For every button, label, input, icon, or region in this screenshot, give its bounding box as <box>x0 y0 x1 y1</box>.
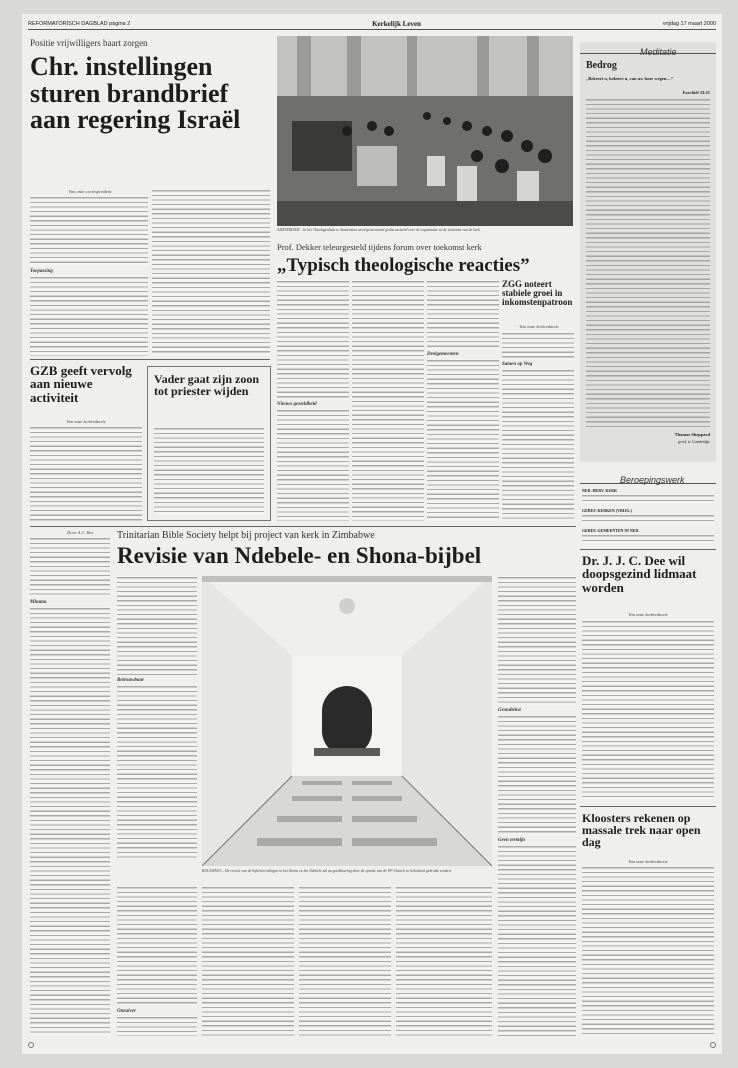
theology-kicker: Prof. Dekker teleurgesteld tijdens forum over toekomst kerk <box>277 242 482 252</box>
divider <box>30 359 270 360</box>
gzb-byline: Van onze kerkredactie <box>66 419 106 424</box>
beroep-text-1 <box>582 494 714 504</box>
bible-column-4 <box>299 886 391 1036</box>
theology-column-3 <box>427 280 499 350</box>
church-photo-caption: BULAWAYO – De revisie van de bijbelvertalingen in het Shona en het Ndebele zal na goedkeuring door de synode van de FP-Church in Schotland gebruikt worden. <box>202 869 452 873</box>
beroep-item-3: GEREF. GEMEENTEN IN NED. <box>582 528 640 533</box>
bible-column-6 <box>498 576 576 706</box>
beroepingswerk-title: Beroepingswerk <box>620 475 685 485</box>
registration-mark <box>710 1042 716 1048</box>
dee-headline: Dr. J. J. C. Dee wil doopsgezind lidmaat worden <box>582 553 697 595</box>
dee-text <box>582 620 714 800</box>
bible-lead <box>30 537 110 597</box>
bible-subhead-2: Betrouwbaar <box>117 678 144 683</box>
bible-kicker: Trinitarian Bible Society helpt bij project van kerk in Zimbabwe <box>117 530 375 541</box>
lead-photo-caption: AMSTERDAM – In het Theologenhuis te Amsterdam werd gisteravond gediscussieerd over de organisatie en de toekomst van de kerk. <box>277 228 481 232</box>
meditatie-sidebar <box>580 42 716 462</box>
bible-subhead-1: Mhuma <box>30 600 47 605</box>
gzb-text <box>30 426 142 521</box>
bible-headline: Revisie van Ndebele- en Shona-bijbel <box>117 543 482 568</box>
lead-column-1 <box>30 196 148 266</box>
bible-column-2c <box>117 886 197 1006</box>
vader-text <box>154 427 264 515</box>
bible-subhead-3: Grondtekst <box>498 708 521 713</box>
lead-column-2 <box>152 189 270 356</box>
vader-box <box>147 366 271 521</box>
header-left: REFORMATORISCH DAGBLAD pagina 2 <box>28 20 131 27</box>
zgg-byline: Van onze kerkredactie <box>502 324 576 329</box>
dee-byline: Van onze kerkredactie <box>628 612 668 617</box>
bible-column-2 <box>117 576 197 676</box>
meditatie-author-note: geref. te Cambridge <box>678 439 710 444</box>
bible-column-2b <box>117 685 197 859</box>
kloosters-text <box>582 866 714 1036</box>
theology-subhead-1: Nieuws gesteldheid <box>277 402 317 407</box>
theology-column-1b <box>277 409 349 521</box>
meditatie-ref: Ezechiël 33:11 <box>682 90 710 95</box>
meditatie-quote: „Bekeert u, bekeert u, van uw boze wegen…” <box>586 76 674 81</box>
divider <box>580 806 716 807</box>
theology-column-4 <box>502 332 574 360</box>
theology-column-1 <box>277 280 349 400</box>
beroep-item-1: NED. HERV. KERK <box>582 488 618 493</box>
meditatie-text <box>586 98 710 428</box>
header-section: Kerkelijk Leven <box>372 19 421 28</box>
theology-headline: „Typisch theologische reacties” <box>277 255 530 276</box>
bible-column-6b <box>498 715 576 835</box>
lead-column-1b <box>30 276 148 356</box>
theology-column-4b <box>502 369 574 521</box>
page-header <box>28 18 716 30</box>
theology-column-2 <box>352 280 424 521</box>
beroep-text-2 <box>582 514 714 524</box>
lead-kicker: Positie vrijwilligers baart zorgen <box>30 38 148 48</box>
meditatie-tab <box>580 42 716 57</box>
beroepingswerk-tab <box>580 470 716 484</box>
zgg-headline: ZGG noteert stabiele groei in inkomstenpatroon <box>502 280 576 311</box>
kloosters-headline: Kloosters rekenen op massale trek naar open dag <box>582 811 701 850</box>
theology-subhead-2: Deelgemeenten <box>427 352 459 357</box>
page-footer <box>28 1040 716 1050</box>
meeting-photo-image <box>277 36 573 226</box>
lead-photo <box>277 36 573 226</box>
lead-subhead: Toepassing <box>30 269 53 274</box>
registration-mark <box>28 1042 34 1048</box>
meditatie-heading: Bedrog <box>586 60 617 71</box>
meditatie-title: Meditatie <box>640 47 677 57</box>
lead-byline: Van onze correspondent <box>68 189 112 194</box>
beroep-text-3 <box>582 534 714 544</box>
bible-column-6c <box>498 845 576 1036</box>
beroep-item-2: GEREF. KERKEN (VRIJG.) <box>582 508 632 513</box>
lead-headline: Chr. instellingen sturen brandbrief aan regering Israël <box>30 52 241 135</box>
header-date: vrijdag 17 maart 2000 <box>662 20 716 27</box>
bible-subhead-5: Onzuiver <box>117 1009 136 1014</box>
bible-column-3 <box>202 886 294 1036</box>
meditatie-author: Thomas Sheppard <box>674 432 710 437</box>
newspaper-page <box>22 14 722 1054</box>
theology-column-3b <box>427 359 499 521</box>
theology-subhead-3: Samen op Weg <box>502 362 533 367</box>
divider <box>580 549 716 550</box>
church-interior-image <box>202 576 492 866</box>
vader-headline: Vader gaat zijn zoon tot priester wijden <box>154 372 259 399</box>
kloosters-byline: Van onze kerkredactie <box>628 859 668 864</box>
gzb-headline: GZB geeft vervolg aan nieuwe activiteit <box>30 363 132 405</box>
bible-byline: Door A.C. Bot <box>67 530 93 535</box>
bible-column-1 <box>30 607 110 1036</box>
bible-column-5 <box>396 886 492 1036</box>
zgg-anchor2 <box>502 318 503 319</box>
divider <box>30 526 576 527</box>
bible-subhead-4: Geen termijn <box>498 838 526 843</box>
bible-column-2d <box>117 1016 197 1036</box>
church-photo <box>202 576 492 866</box>
